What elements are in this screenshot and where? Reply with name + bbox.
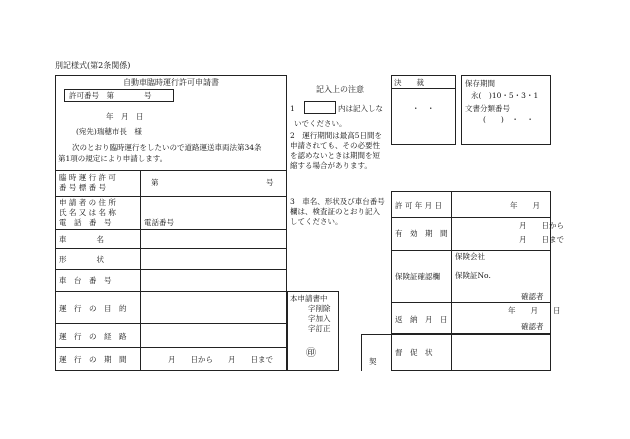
notes-title: 記入上の注意 xyxy=(316,85,364,94)
corrections-line-3: 字加入 xyxy=(308,314,331,323)
doc-class-label: 文書分類番号 xyxy=(465,104,510,113)
note-1-cont: いでください。 xyxy=(294,119,347,128)
corrections-line-2: 字削除 xyxy=(308,304,331,313)
intro-text-2: 第1項の規定により申請します。 xyxy=(58,154,168,163)
plate-dai: 第 xyxy=(151,178,159,187)
permit-number-label: 許可番号 第 号 xyxy=(69,91,152,100)
intro-text-1: 次のとおり臨時運行をしたいので道路運送車両法第34条 xyxy=(72,143,262,152)
insurance-label: 保険証確認欄 xyxy=(395,272,440,281)
appendix-label: 別記様式(第2条関係) xyxy=(55,61,131,70)
plate-label-2: 番 号 標 番 号 xyxy=(59,183,107,192)
corrections-line-1: 本申請書中 xyxy=(290,294,328,303)
note-1-text: 内は記入しな xyxy=(338,104,383,113)
retention-label: 保存期間 xyxy=(465,79,495,88)
validity-label: 有 効 期 間 xyxy=(395,229,448,238)
return-date-value: 年 月 日 xyxy=(508,306,561,315)
approval-dots: ・ ・ xyxy=(412,104,435,113)
application-date: 年 月 日 xyxy=(106,112,144,121)
return-date-label: 返 納 月 日 xyxy=(395,315,448,324)
insurance-number: 保険証No. xyxy=(455,271,491,280)
retention-value: 永( )10・5・3・1 xyxy=(471,91,539,100)
seal-mark: ㊞ xyxy=(306,348,316,359)
applicant-name-label: 氏 名 又 は 名 称 xyxy=(59,208,116,217)
note-2: 2 運行期間は最高5日間を申請されても、その必要性を認めないときは期間を短縮する場合があります。 xyxy=(290,131,383,171)
doc-class-value: ( ) ・ ・ xyxy=(483,115,534,124)
insurance-company: 保険会社 xyxy=(455,252,485,261)
contract-mark: 契 xyxy=(369,357,377,366)
addressee: (宛先)瑞穂市長 様 xyxy=(76,127,142,136)
reminder-label: 督 促 状 xyxy=(395,348,433,357)
purpose-label: 運 行 の 目 的 xyxy=(59,304,127,313)
validity-to: 月 日まで xyxy=(519,235,564,244)
phone-field[interactable]: 電話番号 xyxy=(144,218,174,227)
permit-date-label: 許 可 年 月 日 xyxy=(395,201,443,210)
validity-from: 月 日から xyxy=(519,221,564,230)
shape-label: 形 状 xyxy=(59,255,104,264)
note-3: 3 車名、形状及び車台番号欄は、検査証のとおり記入してください。 xyxy=(290,197,385,227)
period-value[interactable]: 月 日から 月 日まで xyxy=(168,355,273,364)
form-title: 自動車臨時運行許可申請書 xyxy=(123,78,219,87)
confirmer-1: 確認者 xyxy=(521,292,544,301)
note-1-sample-box xyxy=(304,101,336,114)
car-name-label: 車 名 xyxy=(59,235,104,244)
applicant-phone-label: 電 話 番 号 xyxy=(59,218,112,227)
permit-date-value: 年 月 xyxy=(510,201,540,210)
corrections-line-4: 字訂正 xyxy=(308,324,331,333)
note-1-number: 1 xyxy=(290,104,295,113)
confirmer-2: 確認者 xyxy=(521,322,544,331)
plate-label-1: 臨 時 運 行 許 可 xyxy=(59,173,116,182)
applicant-address-label: 申 請 者 の 住 所 xyxy=(59,198,116,207)
chassis-label: 車 台 番 号 xyxy=(59,276,112,285)
route-label: 運 行 の 経 路 xyxy=(59,332,127,341)
approval-label: 決 裁 xyxy=(394,78,424,87)
plate-go: 号 xyxy=(266,178,274,187)
period-label: 運 行 の 期 間 xyxy=(59,355,127,364)
